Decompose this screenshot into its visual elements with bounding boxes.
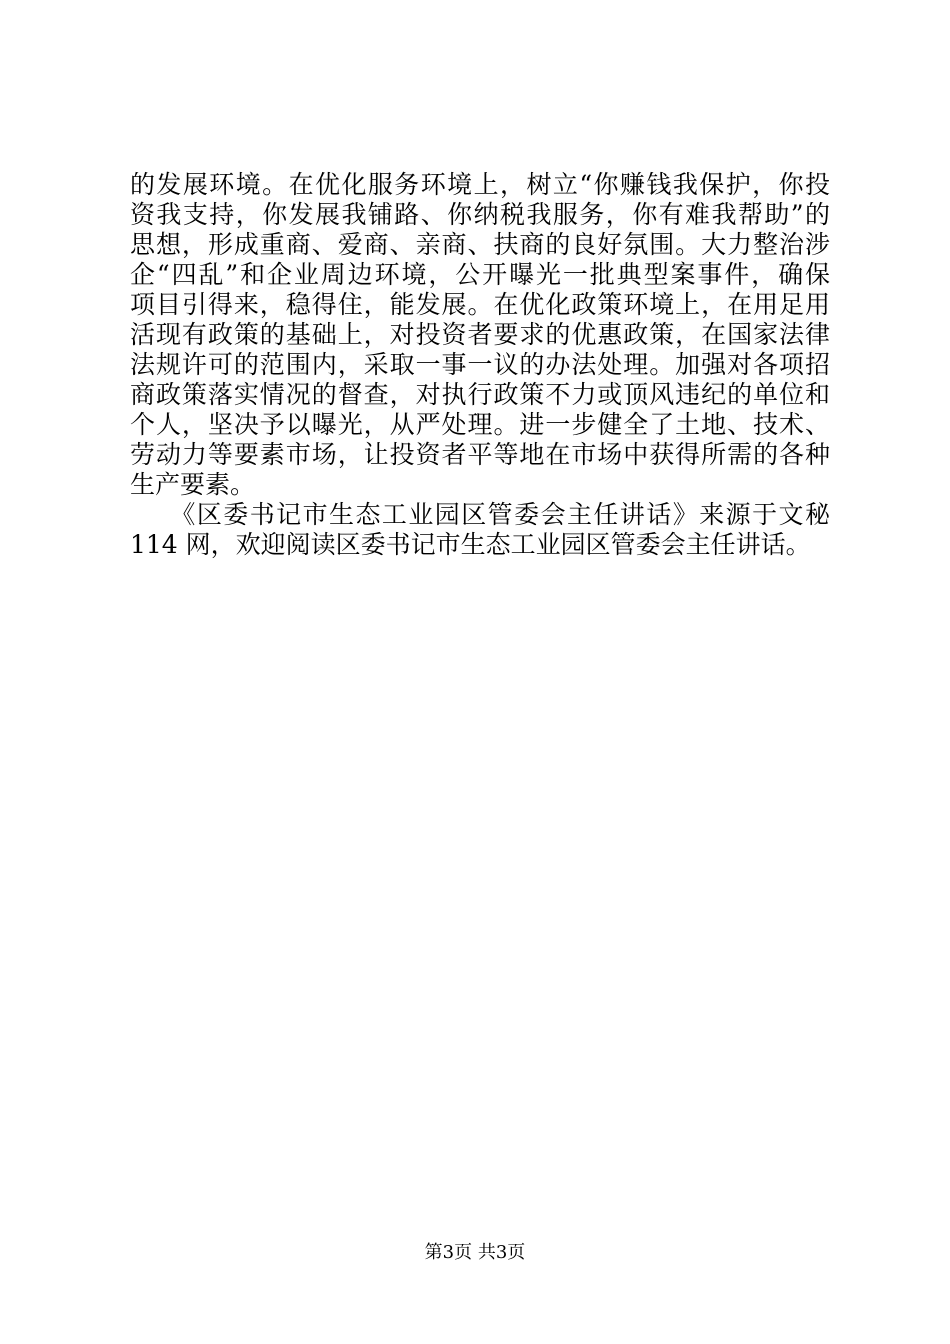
text-line: 个人，坚决予以曝光，从严处理。进一步健全了土地、技术、 (130, 410, 830, 439)
page-number-footer: 第3页 共3页 (424, 1242, 526, 1263)
paragraph-1 (130, 170, 830, 500)
text-line: 《区委书记市生态工业园区管委会主任讲话》来源于文秘 (130, 500, 830, 529)
text-line: 法规许可的范围内，采取一事一议的办法处理。加强对各项招 (130, 350, 830, 379)
text-line: 企“四乱”和企业周边环境，公开曝光一批典型案事件，确保 (130, 260, 830, 289)
text-line: 活现有政策的基础上，对投资者要求的优惠政策，在国家法律 (130, 320, 830, 349)
text-line: 商政策落实情况的督查，对执行政策不力或顶风违纪的单位和 (130, 380, 830, 409)
text-line: 思想，形成重商、爱商、亲商、扶商的良好氛围。大力整治涉 (130, 230, 830, 259)
text-line: 114 网，欢迎阅读区委书记市生态工业园区管委会主任讲话。 (130, 530, 811, 559)
body-text (130, 170, 830, 560)
text-line: 生产要素。 (130, 470, 256, 499)
paragraph-2 (130, 500, 830, 560)
text-line: 的发展环境。在优化服务环境上，树立“你赚钱我保护，你投 (130, 170, 830, 199)
text-line: 项目引得来，稳得住，能发展。在优化政策环境上，在用足用 (130, 290, 830, 319)
text-line: 资我支持，你发展我铺路、你纳税我服务，你有难我帮助”的 (130, 200, 830, 229)
text-line: 劳动力等要素市场，让投资者平等地在市场中获得所需的各种 (130, 440, 830, 469)
